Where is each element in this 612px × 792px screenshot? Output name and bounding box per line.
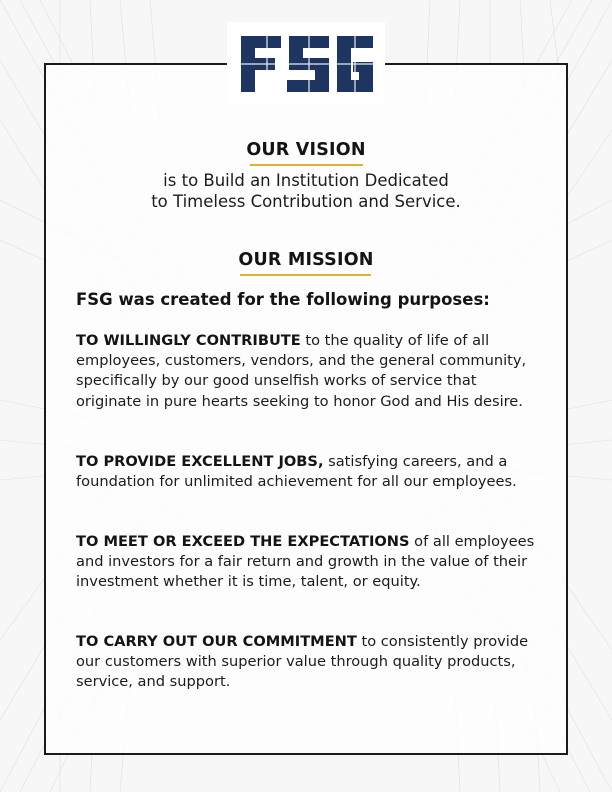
- purpose-body-1: to the quality of life of all employees, customers, vendors, and the general community, specifically by our good unselfish works of service that originate in pure hearts seeking to honor God and His desire.: [76, 332, 527, 410]
- purpose-paragraph-2: [76, 452, 546, 492]
- purpose-body-4: to consistently provide our customers with superior value through quality products, service, and support.: [76, 633, 529, 691]
- vision-heading: OUR VISION: [246, 140, 366, 160]
- vision-heading-underline: [250, 164, 363, 166]
- vision-statement: [0, 170, 612, 212]
- vision-line-1: is to Build an Institution Dedicated: [163, 171, 449, 190]
- purpose-lead-4: TO CARRY OUT OUR COMMITMENT: [76, 633, 357, 650]
- purposes-intro: FSG was created for the following purposes:: [76, 290, 490, 309]
- mission-heading-underline: [240, 274, 371, 276]
- purpose-body-3: of all employees and investors for a fair return and growth in the value of their investment whether it is time, talent, or equity.: [76, 533, 535, 591]
- purpose-paragraph-1: [76, 331, 546, 412]
- vision-line-2: to Timeless Contribution and Service.: [151, 192, 461, 211]
- fsg-logo-mark: [237, 30, 375, 96]
- mission-heading: OUR MISSION: [238, 250, 374, 270]
- purpose-lead-3: TO MEET OR EXCEED THE EXPECTATIONS: [76, 533, 410, 550]
- purpose-body-2: satisfying careers, and a foundation for unlimited achievement for all our employees.: [76, 453, 517, 491]
- purpose-lead-1: TO WILLINGLY CONTRIBUTE: [76, 332, 301, 349]
- fsg-logo: [227, 22, 385, 104]
- purpose-paragraph-3: [76, 532, 546, 593]
- purpose-paragraph-4: [76, 632, 546, 693]
- purpose-lead-2: TO PROVIDE EXCELLENT JOBS,: [76, 453, 324, 470]
